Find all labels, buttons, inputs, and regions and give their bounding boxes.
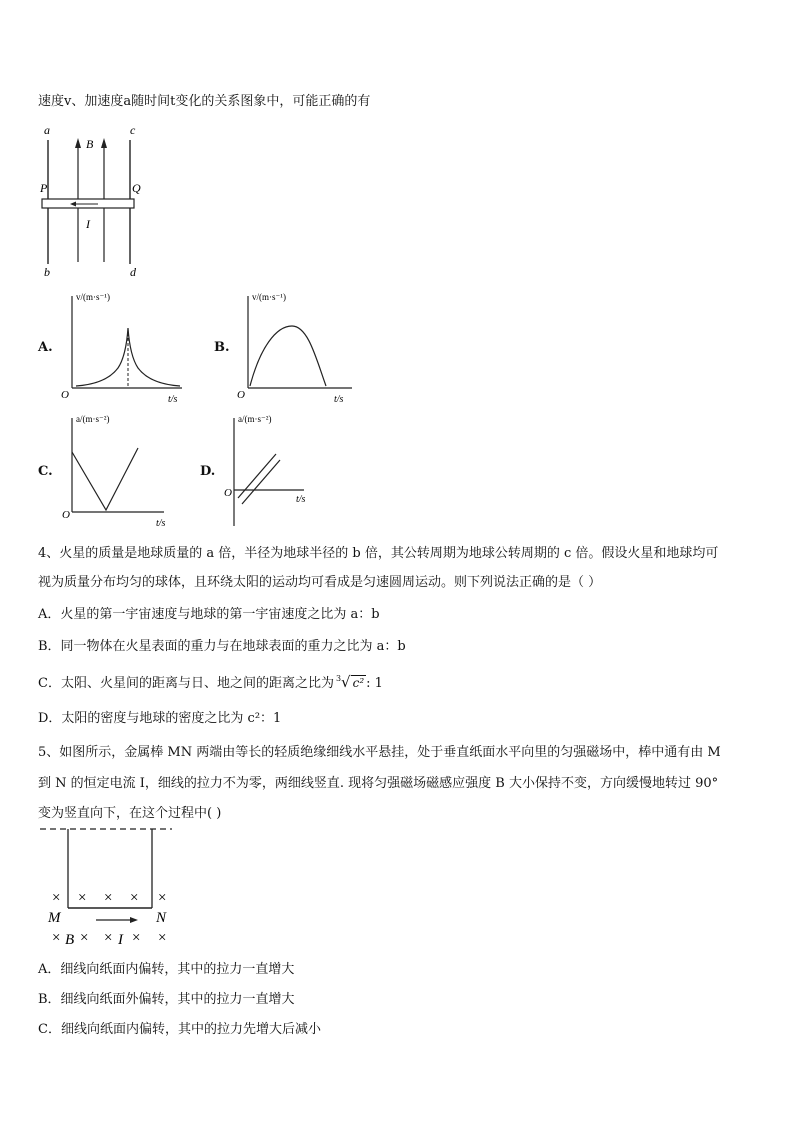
- graph-d-xlabel: t/s: [296, 494, 306, 505]
- graph-a-ylabel: v/(m·s⁻¹): [76, 292, 110, 302]
- q3-option-c-letter: C.: [38, 464, 53, 479]
- q4-option-c: [38, 672, 383, 691]
- field-cross: ×: [52, 890, 61, 906]
- m-label: M: [48, 910, 61, 926]
- field-label-b: B: [65, 932, 75, 948]
- q3-option-b-letter: B.: [214, 340, 230, 355]
- q3-option-c-graph: [60, 412, 184, 530]
- graph-a-origin: O: [61, 389, 69, 401]
- rail-top-right-label: c: [130, 123, 136, 137]
- graph-d-line-upper: [238, 454, 276, 498]
- q3-option-b-graph: [236, 288, 356, 406]
- q4-stem-line1: 4、火星的质量是地球质量的 a 倍，半径为地球半径的 b 倍，其公转周期为地球公转周期的 c 倍。假设火星和地球均可: [38, 546, 719, 561]
- graph-b-xlabel: t/s: [334, 394, 344, 405]
- q3-rail-figure: [38, 122, 168, 282]
- q3-option-a-letter: A.: [38, 340, 53, 355]
- graph-b-origin: O: [237, 389, 245, 401]
- q4-option-b: B．同一物体在火星表面的重力与在地球表面的重力之比为 a：b: [38, 639, 406, 654]
- field-cross: ×: [80, 930, 89, 946]
- graph-b-ylabel: v/(m·s⁻¹): [252, 292, 286, 302]
- field-cross: ×: [78, 890, 87, 906]
- q3-option-a-graph: [60, 288, 190, 406]
- field-label: B: [86, 137, 94, 151]
- graph-d-ylabel: a/(m·s⁻²): [238, 414, 272, 424]
- rail-bot-left-label: b: [44, 265, 50, 279]
- rod-left-label: P: [40, 181, 48, 195]
- q5-option-b: B．细线向纸面外偏转，其中的拉力一直增大: [38, 992, 295, 1007]
- graph-d-line-lower: [242, 460, 280, 504]
- cube-root: $^3$√ c²: [335, 673, 365, 691]
- cube-root-radicand: c²: [352, 676, 365, 690]
- field-cross: ×: [158, 930, 167, 946]
- field-cross: ×: [158, 890, 167, 906]
- rail-top-left-label: a: [44, 123, 50, 137]
- graph-c-origin: O: [62, 509, 70, 521]
- graph-b-curve: [250, 326, 326, 386]
- q5-stem-line2: 到 N 的恒定电流 I，细线的拉力不为零，两细线竖直. 现将匀强磁场磁感应强度 B 大小保持不变，方向缓慢地转过 90°: [38, 776, 719, 791]
- field-cross: ×: [104, 890, 113, 906]
- q3-option-d-graph: [222, 412, 332, 530]
- q5-stem-line1: 5、如图所示，金属棒 MN 两端由等长的轻质绝缘细线水平悬挂，处于垂直纸面水平向里的匀强磁场中，棒中通有由 M: [38, 745, 721, 760]
- q4-option-a: A．火星的第一宇宙速度与地球的第一宇宙速度之比为 a：b: [38, 607, 380, 622]
- q4-option-c-tail: : 1: [366, 676, 383, 691]
- q5-option-c: C．细线向纸面内偏转，其中的拉力先增大后减小: [38, 1022, 321, 1037]
- n-label: N: [156, 910, 167, 926]
- field-cross: ×: [132, 930, 141, 946]
- q5-stem-line3: 变为竖直向下，在这个过程中( ): [38, 806, 222, 821]
- field-cross: ×: [130, 890, 139, 906]
- q4-option-d: D．太阳的密度与地球的密度之比为 c²：1: [38, 711, 282, 726]
- graph-a-xlabel: t/s: [168, 394, 178, 405]
- rail-bot-right-label: d: [130, 265, 136, 279]
- graph-d-origin: O: [224, 487, 232, 499]
- graph-c-line: [72, 448, 138, 510]
- field-cross: ×: [52, 930, 61, 946]
- q4-option-c-text: C．太阳、火星间的距离与日、地之间的距离之比为: [38, 676, 334, 691]
- current-label: I: [86, 217, 90, 231]
- field-cross: ×: [104, 930, 113, 946]
- q3-option-d-letter: D.: [200, 464, 216, 479]
- graph-a-curve: [76, 328, 180, 386]
- q5-option-a: A．细线向纸面内偏转，其中的拉力一直增大: [38, 962, 295, 977]
- q5-figure: [38, 822, 188, 952]
- q4-stem-line2: 视为质量分布均匀的球体，且环绕太阳的运动均可看成是匀速圆周运动。则下列说法正确的是（ ）: [38, 575, 602, 590]
- rod-right-label: Q: [132, 181, 141, 195]
- current-label-i: I: [118, 932, 123, 948]
- graph-c-xlabel: t/s: [156, 518, 166, 529]
- graph-c-ylabel: a/(m·s⁻²): [76, 414, 110, 424]
- q3-intro: 速度v、加速度a随时间t变化的关系图象中，可能正确的有: [38, 94, 371, 109]
